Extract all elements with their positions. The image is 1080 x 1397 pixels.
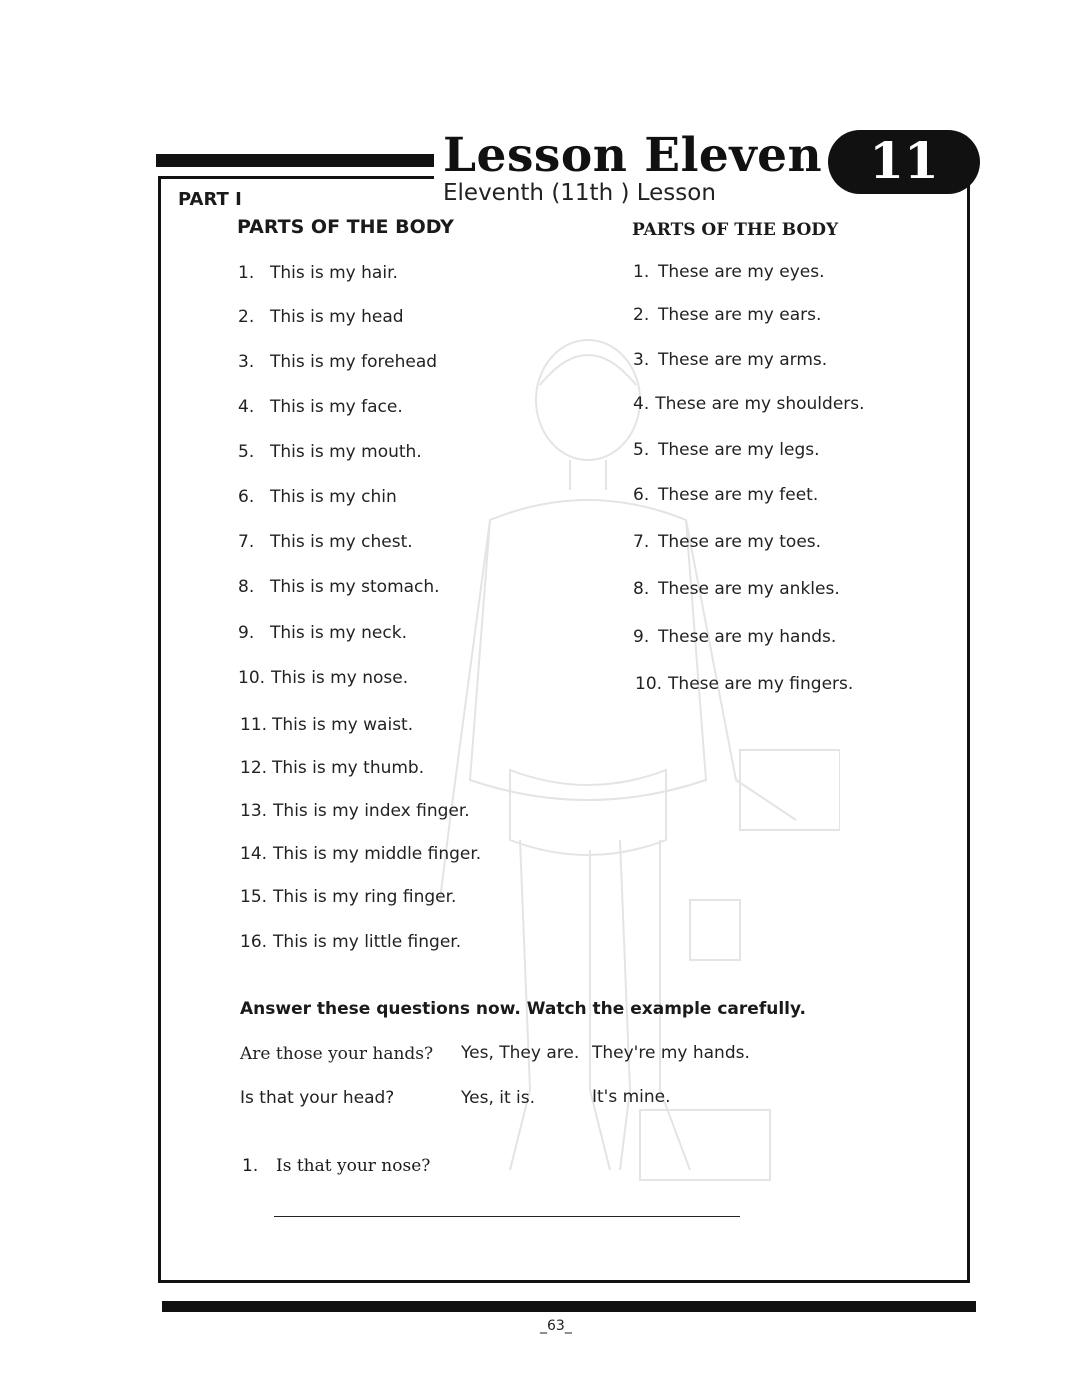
list-item: 15. This is my ring finger.	[240, 887, 457, 907]
lesson-number-badge: 11	[828, 130, 980, 194]
list-item: 16. This is my little finger.	[240, 932, 462, 952]
example-question: Is that your head?	[240, 1088, 395, 1108]
list-item: 2. These are my ears.	[633, 305, 822, 325]
question-text: Is that your nose?	[276, 1156, 431, 1176]
list-item: 10. This is my nose.	[238, 668, 409, 688]
list-item: 3. These are my arms.	[633, 350, 828, 370]
right-column-heading: PARTS OF THE BODY	[632, 220, 839, 240]
list-item: 10. These are my fingers.	[635, 674, 854, 694]
list-item: 5. This is my mouth.	[238, 442, 422, 462]
example-long-answer: It's mine.	[592, 1087, 671, 1107]
list-item: 4. This is my face.	[238, 397, 403, 417]
part-label: PART I	[178, 189, 242, 210]
list-item: 7. These are my toes.	[633, 532, 822, 552]
list-item: 14. This is my middle finger.	[240, 844, 482, 864]
list-item: 5. These are my legs.	[633, 440, 820, 460]
header-rule	[156, 154, 434, 167]
list-item: 6. This is my chin	[238, 487, 397, 507]
list-item: 11. This is my waist.	[240, 715, 414, 735]
list-item: 9. This is my neck.	[238, 623, 407, 643]
list-item: 8. These are my ankles.	[633, 579, 840, 599]
list-item: 9. These are my hands.	[633, 627, 837, 647]
list-item: 6. These are my feet.	[633, 485, 819, 505]
lesson-subtitle: Eleventh (11th ) Lesson	[443, 180, 716, 206]
page-number: _63_	[540, 1318, 572, 1334]
left-column-heading: PARTS OF THE BODY	[237, 216, 454, 238]
example-short-answer: Yes, it is.	[461, 1088, 536, 1108]
answer-line[interactable]	[274, 1216, 740, 1217]
footer-rule	[162, 1301, 976, 1312]
example-long-answer: They're my hands.	[592, 1043, 750, 1063]
question-number: 1.	[242, 1156, 259, 1176]
exercise-instructions: Answer these questions now. Watch the example carefully.	[240, 999, 806, 1019]
example-question: Are those your hands?	[240, 1044, 434, 1064]
list-item: 4. These are my shoulders.	[633, 394, 865, 414]
list-item: 3. This is my forehead	[238, 352, 438, 372]
example-short-answer: Yes, They are.	[461, 1043, 580, 1063]
list-item: 8. This is my stomach.	[238, 577, 440, 597]
list-item: 13. This is my index finger.	[240, 801, 470, 821]
list-item: 2. This is my head	[238, 307, 404, 327]
list-item: 7. This is my chest.	[238, 532, 413, 552]
list-item: 1. These are my eyes.	[633, 262, 825, 282]
lesson-title: Lesson Eleven	[443, 128, 823, 183]
list-item: 12. This is my thumb.	[240, 758, 425, 778]
list-item: 1. This is my hair.	[238, 263, 398, 283]
